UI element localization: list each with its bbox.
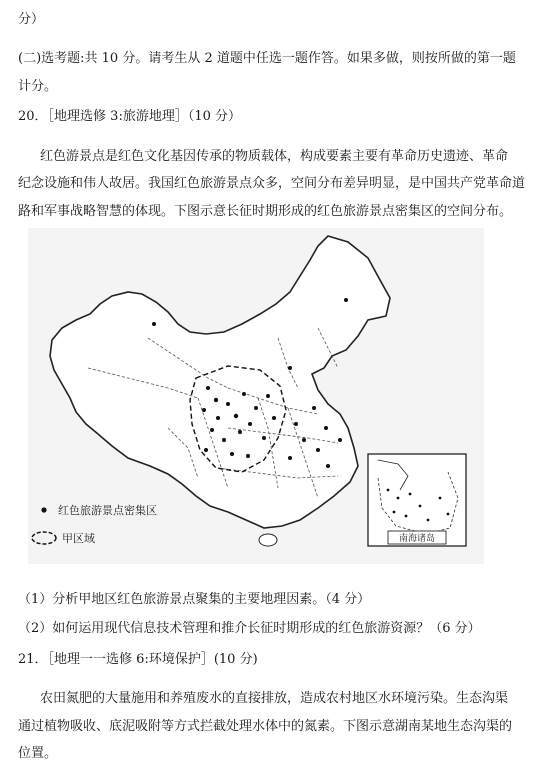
- text-line-3: 计分。: [18, 79, 58, 94]
- question-20-2: （2）如何运用现代信息技术管理和推介长征时期形成的红色旅游资源？（6 分）: [18, 621, 481, 636]
- question-21-header: 21．［地理一一选修 6:环境保护］(10 分): [18, 652, 258, 667]
- question-20-para-2: 纪念设施和伟人故居。我国红色旅游景点众多，空间分布差异明显，是中国共产党革命道: [18, 176, 526, 191]
- china-red-tourism-map: [28, 228, 484, 564]
- inset-label: 南海诸岛: [398, 534, 436, 544]
- hainan-island: [259, 534, 277, 546]
- question-20-1: （1）分析甲地区红色旅游景点聚集的主要地理因素。（4 分）: [18, 592, 371, 607]
- south-sea-inset: [368, 454, 466, 546]
- text-line-1: 分）: [18, 12, 45, 27]
- legend-region-label: 甲区域: [62, 532, 95, 545]
- legend-dot-label: 红色旅游景点密集区: [58, 504, 157, 517]
- question-20-para-1: 红色游景点是红色文化基因传承的物质载体，构成要素主要有革命历史遗迹、革命: [40, 149, 509, 164]
- legend-dot-icon: [41, 507, 46, 512]
- question-21-para-2: 通过植物吸收、底泥吸附等方式拦截处理水体中的氮素。下图示意湖南某地生态沟渠的: [18, 719, 513, 734]
- question-20-header: 20．［地理选修 3:旅游地理］（10 分）: [18, 109, 241, 124]
- question-21-para-1: 农田氮肥的大量施用和养殖废水的直接排放，造成农村地区水环境污染。生态沟渠: [40, 691, 509, 706]
- text-line-2: (二)选考题:共 10 分。请考生从 2 道题中任选一题作答。如果多做，则按所做的第一题: [18, 51, 516, 66]
- question-20-para-3: 路和军事战略智慧的体现。下图示意长征时期形成的红色旅游景点密集区的空间分布。: [18, 204, 513, 219]
- question-21-para-3: 位置。: [18, 746, 58, 761]
